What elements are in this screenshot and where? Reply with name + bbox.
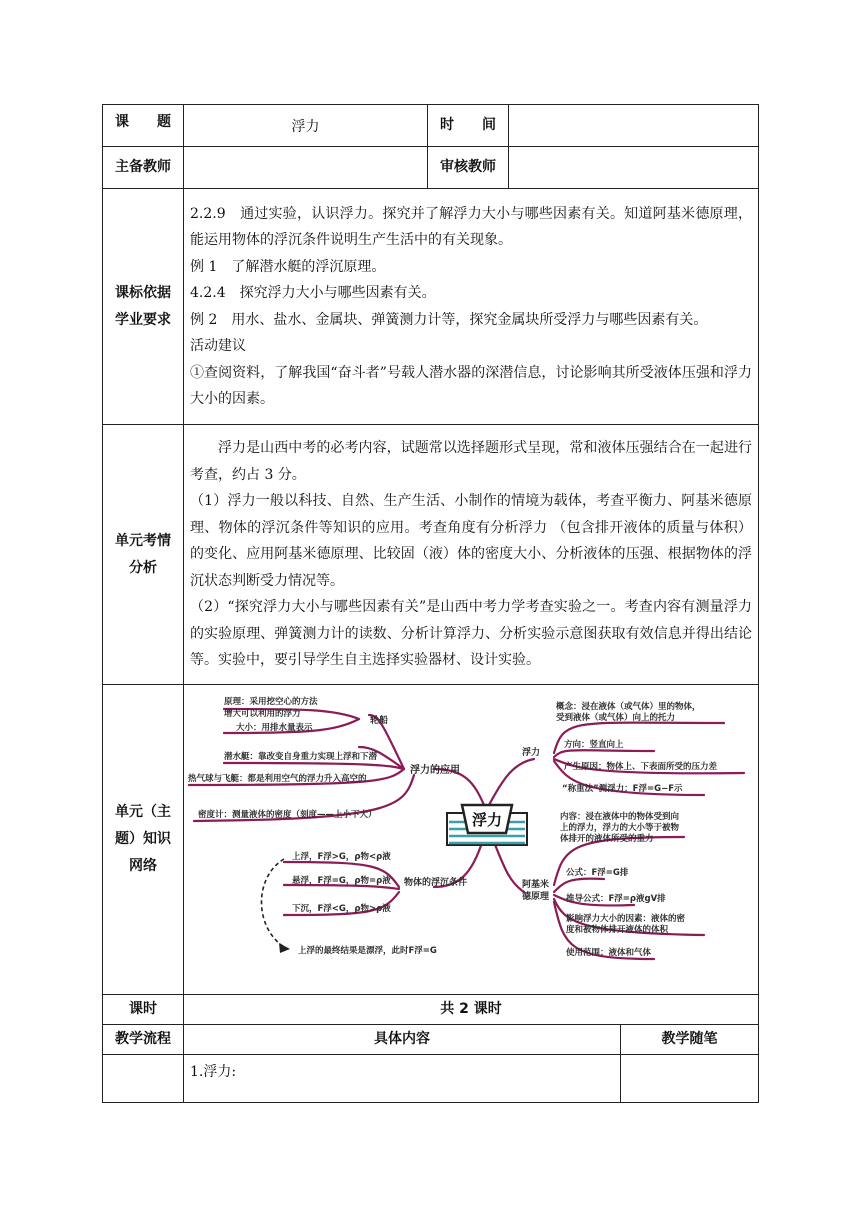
- curriculum-label: [103, 189, 184, 425]
- node-content-2: 上的浮力，浮力的大小等于被物: [560, 822, 680, 833]
- curriculum-row: [103, 189, 759, 425]
- curriculum-paragraph: 2.2.9 通过实验，认识浮力。探究并了解浮力大小与哪些因素有关。知道阿基米德原理，能运用物体的浮沉条件说明生产生活中的有关现象。: [190, 205, 752, 248]
- node-float-condition: 物体的浮沉条件: [404, 877, 468, 888]
- lead-teacher-label: 主备教师: [103, 147, 184, 189]
- network-label-line2: 题）知识: [115, 831, 171, 847]
- curriculum-content: [184, 189, 759, 425]
- node-ship-principle-2: 增大可以利用的浮力: [224, 708, 301, 719]
- node-float-result: 上浮的最终结果是漂浮，此时F浮=G: [298, 945, 437, 956]
- mindmap-cell: [184, 685, 759, 995]
- curriculum-paragraph: 例 1 了解潜水艇的浮沉原理。: [190, 258, 386, 275]
- node-float-up: 上浮，F浮>G，ρ物<ρ液: [292, 851, 391, 862]
- flow-header-content: 具体内容: [184, 1025, 621, 1055]
- network-label: [103, 685, 184, 995]
- lesson-plan-table: [102, 104, 759, 1103]
- exam-row: [103, 425, 759, 685]
- flow-header-row: [103, 1025, 759, 1055]
- exam-label-line1: 单元考情: [115, 532, 171, 549]
- node-scope: 使用范围：液体和气体: [566, 947, 652, 958]
- node-concept-2: 受到液体（或气体）向上的托力: [556, 712, 676, 723]
- dashed-arrow: [262, 859, 285, 947]
- node-balloon: 热气球与飞艇：都是利用空气的浮力升入高空的: [188, 773, 367, 784]
- review-teacher-value: [509, 147, 759, 189]
- curriculum-paragraph: 4.2.4 探究浮力大小与哪些因素有关。: [190, 285, 436, 301]
- curriculum-label-line1: 课标依据: [115, 284, 171, 301]
- node-ship: 轮船: [370, 715, 389, 726]
- network-label-line3: 网络: [129, 858, 157, 874]
- node-ship-size: 大小：用排水量表示: [236, 722, 313, 733]
- node-factors-2: 度和被物体排开液体的体积: [566, 924, 669, 935]
- flow-header-notes: 教学随笔: [621, 1025, 759, 1055]
- node-application: 浮力的应用: [410, 764, 460, 776]
- hours-row: [103, 995, 759, 1025]
- mindmap-diagram: [184, 687, 758, 993]
- topic-row: [103, 105, 759, 147]
- node-direction: 方向：竖直向上: [564, 739, 624, 750]
- node-derived-formula: 推导公式：F浮=ρ液gV排: [566, 893, 666, 904]
- node-content-3: 体排开的液体所受的重力: [560, 833, 654, 844]
- hours-value: 共 2 课时: [184, 995, 759, 1025]
- flow-step: [103, 1055, 184, 1103]
- flow-content: 1.浮力:: [184, 1055, 621, 1103]
- flow-row: [103, 1055, 759, 1103]
- branch-line: [224, 763, 404, 769]
- branch-line: [554, 878, 604, 891]
- exam-paragraph: （2）“探究浮力大小与哪些因素有关”是山西中考力学考查实验之一。考查内容有测量浮力的实验原理、弹簧测力计的读数、分析计算浮力、分析实验示意图获取有效信息并得出结论等。实验中，要引导学生自主选择实验器材、设计实验。: [190, 599, 752, 669]
- flow-header-step: 教学流程: [103, 1025, 184, 1055]
- teacher-row: [103, 147, 759, 189]
- node-sink: 下沉，F浮<G，ρ物>ρ液: [292, 903, 391, 914]
- arrow-head-icon: [279, 943, 290, 953]
- node-archimedes-1: 阿基米: [522, 879, 550, 890]
- center-node: [447, 805, 527, 845]
- branch-line: [554, 750, 654, 757]
- exam-label: [103, 425, 184, 685]
- network-label-line1: 单元（主: [115, 804, 171, 820]
- exam-paragraph: （1）浮力一般以科技、自然、生产生活、小制作的情境为载体，考查平衡力、阿基米德原理、物体的浮沉条件等知识的应用。考查角度有分析浮力 （包含排开液体的质量与体积）的变化、应用阿基米德原理、比较固（液）体的密度大小、分析液体的压强、根据物体的浮沉状态判断受力情况等。: [190, 493, 752, 589]
- hours-label: 课时: [103, 995, 184, 1025]
- node-archimedes-2: 德原理: [522, 891, 550, 902]
- topic-value: 浮力: [184, 105, 428, 147]
- curriculum-paragraph: ①查阅资料，了解我国“奋斗者”号载人潜水器的深潜信息，讨论影响其所受液体压强和浮力大小的因素。: [190, 364, 752, 407]
- node-buoyancy: 浮力: [522, 747, 541, 758]
- center-label: 浮力: [471, 810, 503, 829]
- branch-line: [489, 759, 534, 805]
- node-cause: 产生原因：物体上、下表面所受的压力差: [564, 761, 718, 772]
- node-formula: 公式：F浮=G排: [566, 867, 629, 878]
- node-weighing: “称重法”测浮力：F浮=G−F示: [562, 783, 683, 794]
- curriculum-paragraph: 活动建议: [190, 338, 246, 354]
- curriculum-paragraph: 例 2 用水、盐水、金属块、弹簧测力计等，探究金属块所受浮力与哪些因素有关。: [190, 311, 708, 328]
- exam-paragraph: 浮力是山西中考的必考内容，试题常以选择题形式呈现，常和液体压强结合在一起进行考查，约占 3 分。: [190, 440, 752, 483]
- node-densimeter: 密度计：测量液体的密度（刻度——上小下大）: [198, 809, 377, 820]
- time-label: 时 间: [428, 105, 509, 147]
- review-teacher-label: 审核教师: [428, 147, 509, 189]
- topic-label: 课 题: [103, 105, 184, 147]
- node-suspend: 悬浮，F浮=G，ρ物=ρ液: [292, 875, 391, 886]
- node-ship-principle-1: 原理：采用挖空心的方法: [224, 696, 318, 707]
- node-submarine: 潜水艇：靠改变自身重力实现上浮和下潜: [224, 751, 378, 762]
- network-row: [103, 685, 759, 995]
- lead-teacher-value: [184, 147, 428, 189]
- node-concept-1: 概念：浸在液体（或气体）里的物体，: [556, 701, 701, 712]
- node-content-1: 内容：浸在液体中的物体受到向: [560, 811, 680, 822]
- flow-notes: [621, 1055, 759, 1103]
- exam-content: [184, 425, 759, 685]
- node-factors-1: 影响浮力大小的因素：液体的密: [566, 913, 686, 924]
- exam-label-line2: 分析: [129, 559, 157, 576]
- curriculum-label-line2: 学业要求: [115, 311, 171, 328]
- time-value: [509, 105, 759, 147]
